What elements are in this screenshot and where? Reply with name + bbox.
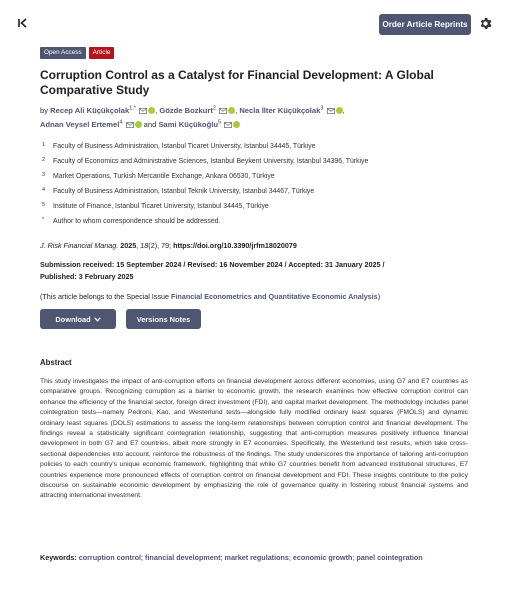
email-icon[interactable] [126, 122, 134, 128]
article-badges [40, 47, 114, 59]
keywords-label: Keywords: [40, 553, 77, 562]
orcid-icon[interactable] [135, 121, 142, 128]
email-icon[interactable] [139, 108, 147, 114]
author-name[interactable]: Necla İlter Küçükçolak [239, 106, 321, 115]
author-list: by Recep Ali Küçükçolak$^{1,*}$ , Gözde Bozkurt$^2$ , Necla İlter Küçükçolak$^3$ , Adnan Veysel Ertemel$^4$ and Sami Küçükoğlu$^5$ [40, 105, 345, 129]
author-name[interactable]: Recep Ali Küçükçolak [50, 106, 130, 115]
article-actions [40, 309, 201, 329]
email-icon[interactable] [327, 108, 335, 114]
gear-icon[interactable] [478, 16, 493, 31]
citation-issue-page: (2), 79; [148, 241, 172, 250]
citation-year: 2025 [120, 241, 137, 250]
keyword-link[interactable]: market regulations [224, 553, 289, 562]
orcid-icon[interactable] [148, 107, 155, 114]
affiliation-text: Faculty of Business Administration, Istanbul Teknik University, Istanbul 34467, Türkiye [53, 188, 315, 195]
article-type-badge: Article [89, 47, 115, 59]
order-reprints-button[interactable]: Order Article Reprints [379, 14, 471, 35]
email-icon[interactable] [224, 122, 232, 128]
top-bar [0, 0, 505, 44]
download-button[interactable] [40, 309, 116, 329]
journal-name: J. Risk Financial Manag. [40, 241, 119, 250]
affiliation-text: Market Operations, Turkish Mercantile Exchange, Ankara 06530, Türkiye [53, 173, 275, 180]
open-access-badge[interactable]: Open Access [40, 47, 86, 59]
affiliation-item [42, 186, 482, 201]
affiliation-number: 3 [42, 172, 46, 178]
affiliation-text: Institute of Finance, Istanbul Ticaret University, Istanbul 34445, Türkiye [53, 203, 269, 210]
orcid-icon[interactable] [336, 107, 343, 114]
affiliation-number: * [42, 217, 45, 223]
doi-link[interactable]: https://doi.org/10.3390/jrfm18020079 [173, 241, 297, 250]
by-label: by [40, 106, 49, 115]
keyword-link[interactable]: corruption control [78, 553, 142, 562]
keywords-section: Keywords: corruption control; financial development; market regulations; economic growth; panel cointegration [40, 553, 423, 562]
citation-line: J. Risk Financial Manag. 2025, 18(2), 79; https://doi.org/10.3390/jrfm18020079 [40, 241, 297, 250]
and-label: and [143, 120, 157, 129]
author-affiliation-ref: 4 [119, 119, 123, 126]
article-title: Corruption Control as a Catalyst for Financial Development: A Global Comparative Study [40, 68, 434, 97]
author-affiliation-ref: 5 [217, 119, 222, 126]
affiliation-item [42, 141, 482, 156]
author-affiliation-ref: 2 [212, 105, 216, 112]
versions-notes-button[interactable]: Versions Notes [126, 309, 201, 329]
download-label: Download [55, 314, 91, 324]
special-issue-prefix: (This article belongs to the Special Issue [40, 292, 170, 301]
author-affiliation-ref: 3 [320, 105, 324, 112]
affiliation-text: Faculty of Economics and Administrative Sciences, Istanbul Beykent University, Istanbul 34396, Türkiye [53, 158, 369, 165]
abstract-text: This study investigates the impact of anti-corruption efforts on financial development across different economies, using G7 and E7 countries as comparative groups. Recognizing corruption as a barrier to economic growth, the research examines how effective corruption control can enhance the efficiency of the financial sector, foreign direct investment (FDI), and capital market development. The methodology includes panel cointegration tests—namely Pedroni, Kao, and Westerlund tests—alongside fully modified ordinary least squares (FMOLS) and dynamic ordinary least squares (DOLS) estimations to assess the long-term relationships between corruption control and financial development. The findings reveal a statistically significant cointegration relationship, suggesting that anti-corruption measures positively influence financial development in both G7 and E7 countries, albeit more strongly in E7 economies. Specifically, the Westerlund test results, which take cross-sectional dependencies into account, reinforce the robustness of the findings. The study underscores the importance of tailoring anti-corruption policies to each country's unique economic framework, highlighting that while G7 countries benefit from advanced institutional structures, E7 countries experience more pronounced effects of corruption control on financial development and FDI. These insights contribute to the policy discourse on sustainable economic development by emphasizing the role of governance quality in fostering robust financial systems and attracting international investment. [40, 378, 468, 500]
abstract-heading: Abstract [40, 358, 72, 367]
collapse-left-icon[interactable] [16, 16, 30, 30]
affiliation-item [42, 201, 482, 216]
affiliation-item [42, 156, 482, 171]
author-name[interactable]: Sami Küçükoğlu [158, 120, 218, 129]
affiliation-item [42, 171, 482, 186]
affiliation-text: Author to whom correspondence should be addressed. [53, 218, 221, 225]
email-icon[interactable] [219, 108, 227, 114]
affiliation-number: 4 [42, 187, 46, 193]
publication-dates [40, 259, 480, 283]
dates-line-1: Submission received: 15 September 2024 / Revised: 16 November 2024 / Accepted: 31 January 2025 / [40, 260, 385, 269]
affiliation-list [42, 141, 482, 231]
author-affiliation-ref: 1,* [129, 105, 136, 112]
special-issue-suffix: ) [377, 292, 381, 301]
affiliation-item [42, 216, 482, 231]
special-issue-link[interactable]: Financial Econometrics and Quantitative Economic Analysis [171, 292, 378, 301]
orcid-icon[interactable] [233, 121, 240, 128]
affiliation-number: 1 [42, 142, 46, 148]
citation-volume: 18 [140, 241, 149, 250]
keyword-link[interactable]: economic growth [292, 553, 353, 562]
author-name[interactable]: Adnan Veysel Ertemel [40, 120, 120, 129]
affiliation-number: 5 [42, 202, 46, 208]
author-name[interactable]: Gözde Bozkurt [159, 106, 213, 115]
chevron-down-icon [94, 317, 101, 322]
dates-line-2: Published: 3 February 2025 [40, 272, 134, 281]
special-issue-note [40, 292, 480, 301]
keyword-link[interactable]: financial development [145, 553, 221, 562]
orcid-icon[interactable] [228, 107, 235, 114]
affiliation-text: Faculty of Business Administration, Istanbul Ticaret University, Istanbul 34445, Türkiye [53, 143, 316, 150]
affiliation-number: 2 [42, 157, 46, 163]
keyword-link[interactable]: panel cointegration [356, 553, 423, 562]
